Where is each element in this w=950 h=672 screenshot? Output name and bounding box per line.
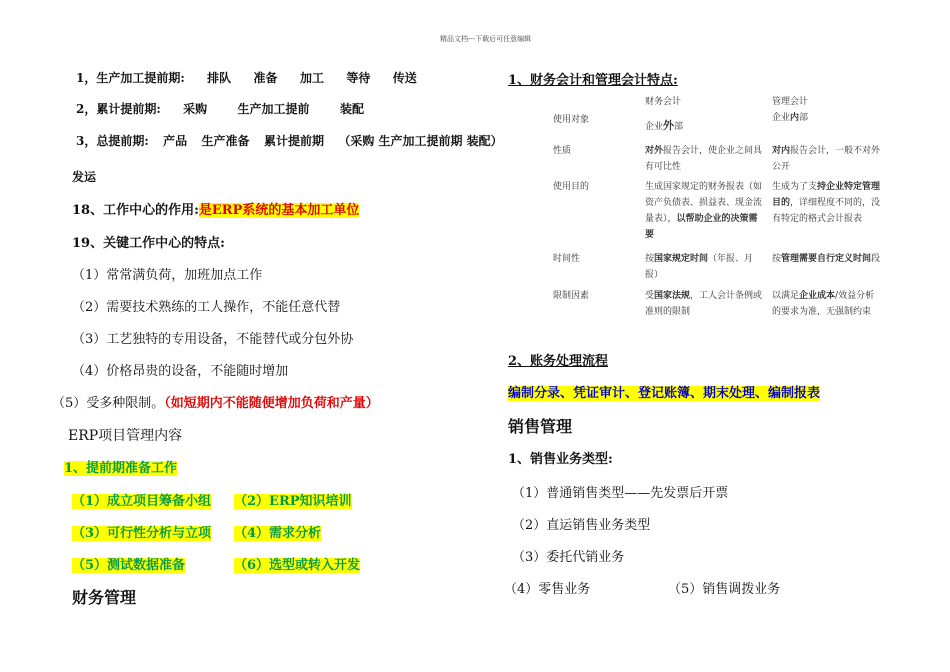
q18 xyxy=(72,199,359,218)
leadtime-2-label: 2，累计提前期: xyxy=(76,102,161,116)
fin-mgmt-heading: 1、财务会计和管理会计特点: xyxy=(508,73,678,88)
prep-item-text: （2）ERP知识培训 xyxy=(234,494,352,509)
cell-text-bold: 国家法规 xyxy=(654,291,691,301)
q19-point-5 xyxy=(52,392,379,411)
q19-point: （2）需要技术熟练的工人操作，不能任意代替 xyxy=(72,300,341,315)
cell-text: 报告会计，使企业之间具有可比性 xyxy=(645,146,763,172)
cell-text-bold: 企业成本 xyxy=(799,291,836,301)
cell-text: ，工人会计条例或准则的限制 xyxy=(645,291,763,317)
leadtime-2-item: 装配 xyxy=(339,102,364,116)
cell-text: 部 xyxy=(799,113,809,123)
sales-type: （1）普通销售类型——先发票后开票 xyxy=(512,486,729,501)
erp-section-title: ERP项目管理内容 xyxy=(68,428,183,444)
row-label: 限制因素 xyxy=(553,291,590,301)
cell-text: 部 xyxy=(674,122,684,132)
cell-text-bold: 国家规定时间 xyxy=(654,254,709,264)
row-label: 时间性 xyxy=(553,254,581,264)
prep-item-text: （5）测试数据准备 xyxy=(72,558,186,573)
cell-text: ，详细程度不同的，没有特定的格式会计报表 xyxy=(772,198,881,224)
cell-financial xyxy=(645,143,763,175)
accounting-flow-text: 编制分录、凭证审计、登记账簿、期末处理、编制报表 xyxy=(508,386,821,401)
leadtime-3-paren: （采购 生产加工提前期 装配） xyxy=(338,134,503,148)
leadtime-1-item: 加工 xyxy=(299,71,324,85)
leadtime-3-item: 产品 xyxy=(163,134,188,148)
q19-point: （4）价格昂贵的设备，不能随时增加 xyxy=(72,364,289,379)
cell-text: 按 xyxy=(772,254,782,264)
col-header-financial: 财务会计 xyxy=(645,97,682,107)
cell-management xyxy=(772,288,882,320)
cell-text: （年报、月报） xyxy=(645,254,754,280)
cell-text: 段 xyxy=(871,254,881,264)
accounting-flow xyxy=(508,382,820,401)
cell-text: 报告会计，一般不对外公开 xyxy=(772,146,881,172)
prep-item xyxy=(72,554,185,573)
row-label: 使用对象 xyxy=(553,115,590,125)
cell-financial xyxy=(645,179,763,243)
sales-types-heading: 1、销售业务类型: xyxy=(508,452,613,467)
leadtime-3-item: 生产准备 xyxy=(201,134,250,148)
leadtime-3-label: 3，总提前期: xyxy=(76,134,149,148)
cell-financial xyxy=(645,288,763,320)
row-label: 性质 xyxy=(553,146,572,156)
cell-text-bold: 内 xyxy=(790,113,800,123)
finance-title: 财务管理 xyxy=(72,588,137,607)
leadtime-2-item: 生产加工提前 xyxy=(237,102,310,116)
prep-item-text: （6）选型或转入开发 xyxy=(234,558,361,573)
prep-title xyxy=(64,457,177,476)
leadtime-1-label: 1，生产加工提前期: xyxy=(76,71,185,85)
prep-item xyxy=(234,490,352,509)
cell-text-bold: 对内 xyxy=(772,146,791,156)
cell-text-bold: 管理需要自行定义时间 xyxy=(781,254,872,264)
cell-management xyxy=(772,110,882,126)
cell-text: 生成国家规定的财务报表（如资产负债表、损益表、现金流量表）， xyxy=(645,182,763,224)
q18-label: 18、工作中心的作用: xyxy=(72,203,199,218)
cell-management xyxy=(772,251,882,267)
cell-financial xyxy=(645,118,763,135)
sales-type: （4）零售业务 xyxy=(504,582,591,597)
prep-item-text: （1）成立项目筹备小组 xyxy=(72,494,212,509)
leadtime-3-item: 累计提前期 xyxy=(263,134,324,148)
q18-answer: 是ERP系统的基本加工单位 xyxy=(198,203,360,218)
col-header-management: 管理会计 xyxy=(772,97,809,107)
leadtime-1 xyxy=(76,69,417,86)
q19-point: （3）工艺独特的专用设备，不能替代或分包外协 xyxy=(72,332,354,347)
leadtime-3 xyxy=(76,132,503,149)
cell-management xyxy=(772,179,882,227)
cell-text-bold: 对外 xyxy=(645,146,664,156)
cell-text: 企业 xyxy=(645,122,664,132)
cell-financial xyxy=(645,251,763,283)
prep-item xyxy=(234,554,360,573)
prep-title-text: 1、提前期准备工作 xyxy=(64,461,178,476)
q19-title: 19、关键工作中心的特点: xyxy=(72,236,225,251)
leadtime-3-cont: 发运 xyxy=(72,170,97,184)
cell-text-bold: 以帮助企业的决策需要 xyxy=(645,214,758,240)
leadtime-1-item: 等待 xyxy=(346,71,371,85)
q19-point-5-note: （如短期内不能随便增加负荷和产量） xyxy=(164,396,379,411)
cell-text-bold: 持企业特定管理目的 xyxy=(772,182,881,208)
q19-point: （1）常常满负荷，加班加点工作 xyxy=(72,268,263,283)
cell-text: 受 xyxy=(645,291,655,301)
leadtime-2-item: 采购 xyxy=(183,102,208,116)
sales-type: （5）销售调拨业务 xyxy=(668,582,781,597)
sales-title: 销售管理 xyxy=(508,417,573,436)
page-header: 精品文档---下载后可任意编辑 xyxy=(440,35,532,43)
prep-item-text: （3）可行性分析与立项 xyxy=(72,526,212,541)
accounting-flow-heading: 2、账务处理流程 xyxy=(508,354,609,369)
leadtime-1-item: 传送 xyxy=(392,71,417,85)
leadtime-1-item: 准备 xyxy=(253,71,278,85)
leadtime-2 xyxy=(76,100,364,117)
cell-text-bold: 外 xyxy=(663,119,675,132)
cell-management xyxy=(772,143,882,175)
prep-item-text: （4）需求分析 xyxy=(234,526,322,541)
sales-type: （2）直运销售业务类型 xyxy=(512,518,651,533)
leadtime-1-item: 排队 xyxy=(207,71,232,85)
cell-text: 企业 xyxy=(772,113,791,123)
prep-item xyxy=(72,490,211,509)
cell-text: 按 xyxy=(645,254,655,264)
prep-item xyxy=(72,522,211,541)
sales-type: （3）委托代销业务 xyxy=(512,550,625,565)
row-label: 使用目的 xyxy=(553,182,590,192)
q19-point-5-text: （5）受多种限制。 xyxy=(52,396,165,411)
prep-item xyxy=(234,522,321,541)
cell-text: /效益分析的要求为准，无强制约束 xyxy=(772,291,875,317)
cell-text: 以满足 xyxy=(772,291,800,301)
cell-text: 生成为了支 xyxy=(772,182,818,192)
